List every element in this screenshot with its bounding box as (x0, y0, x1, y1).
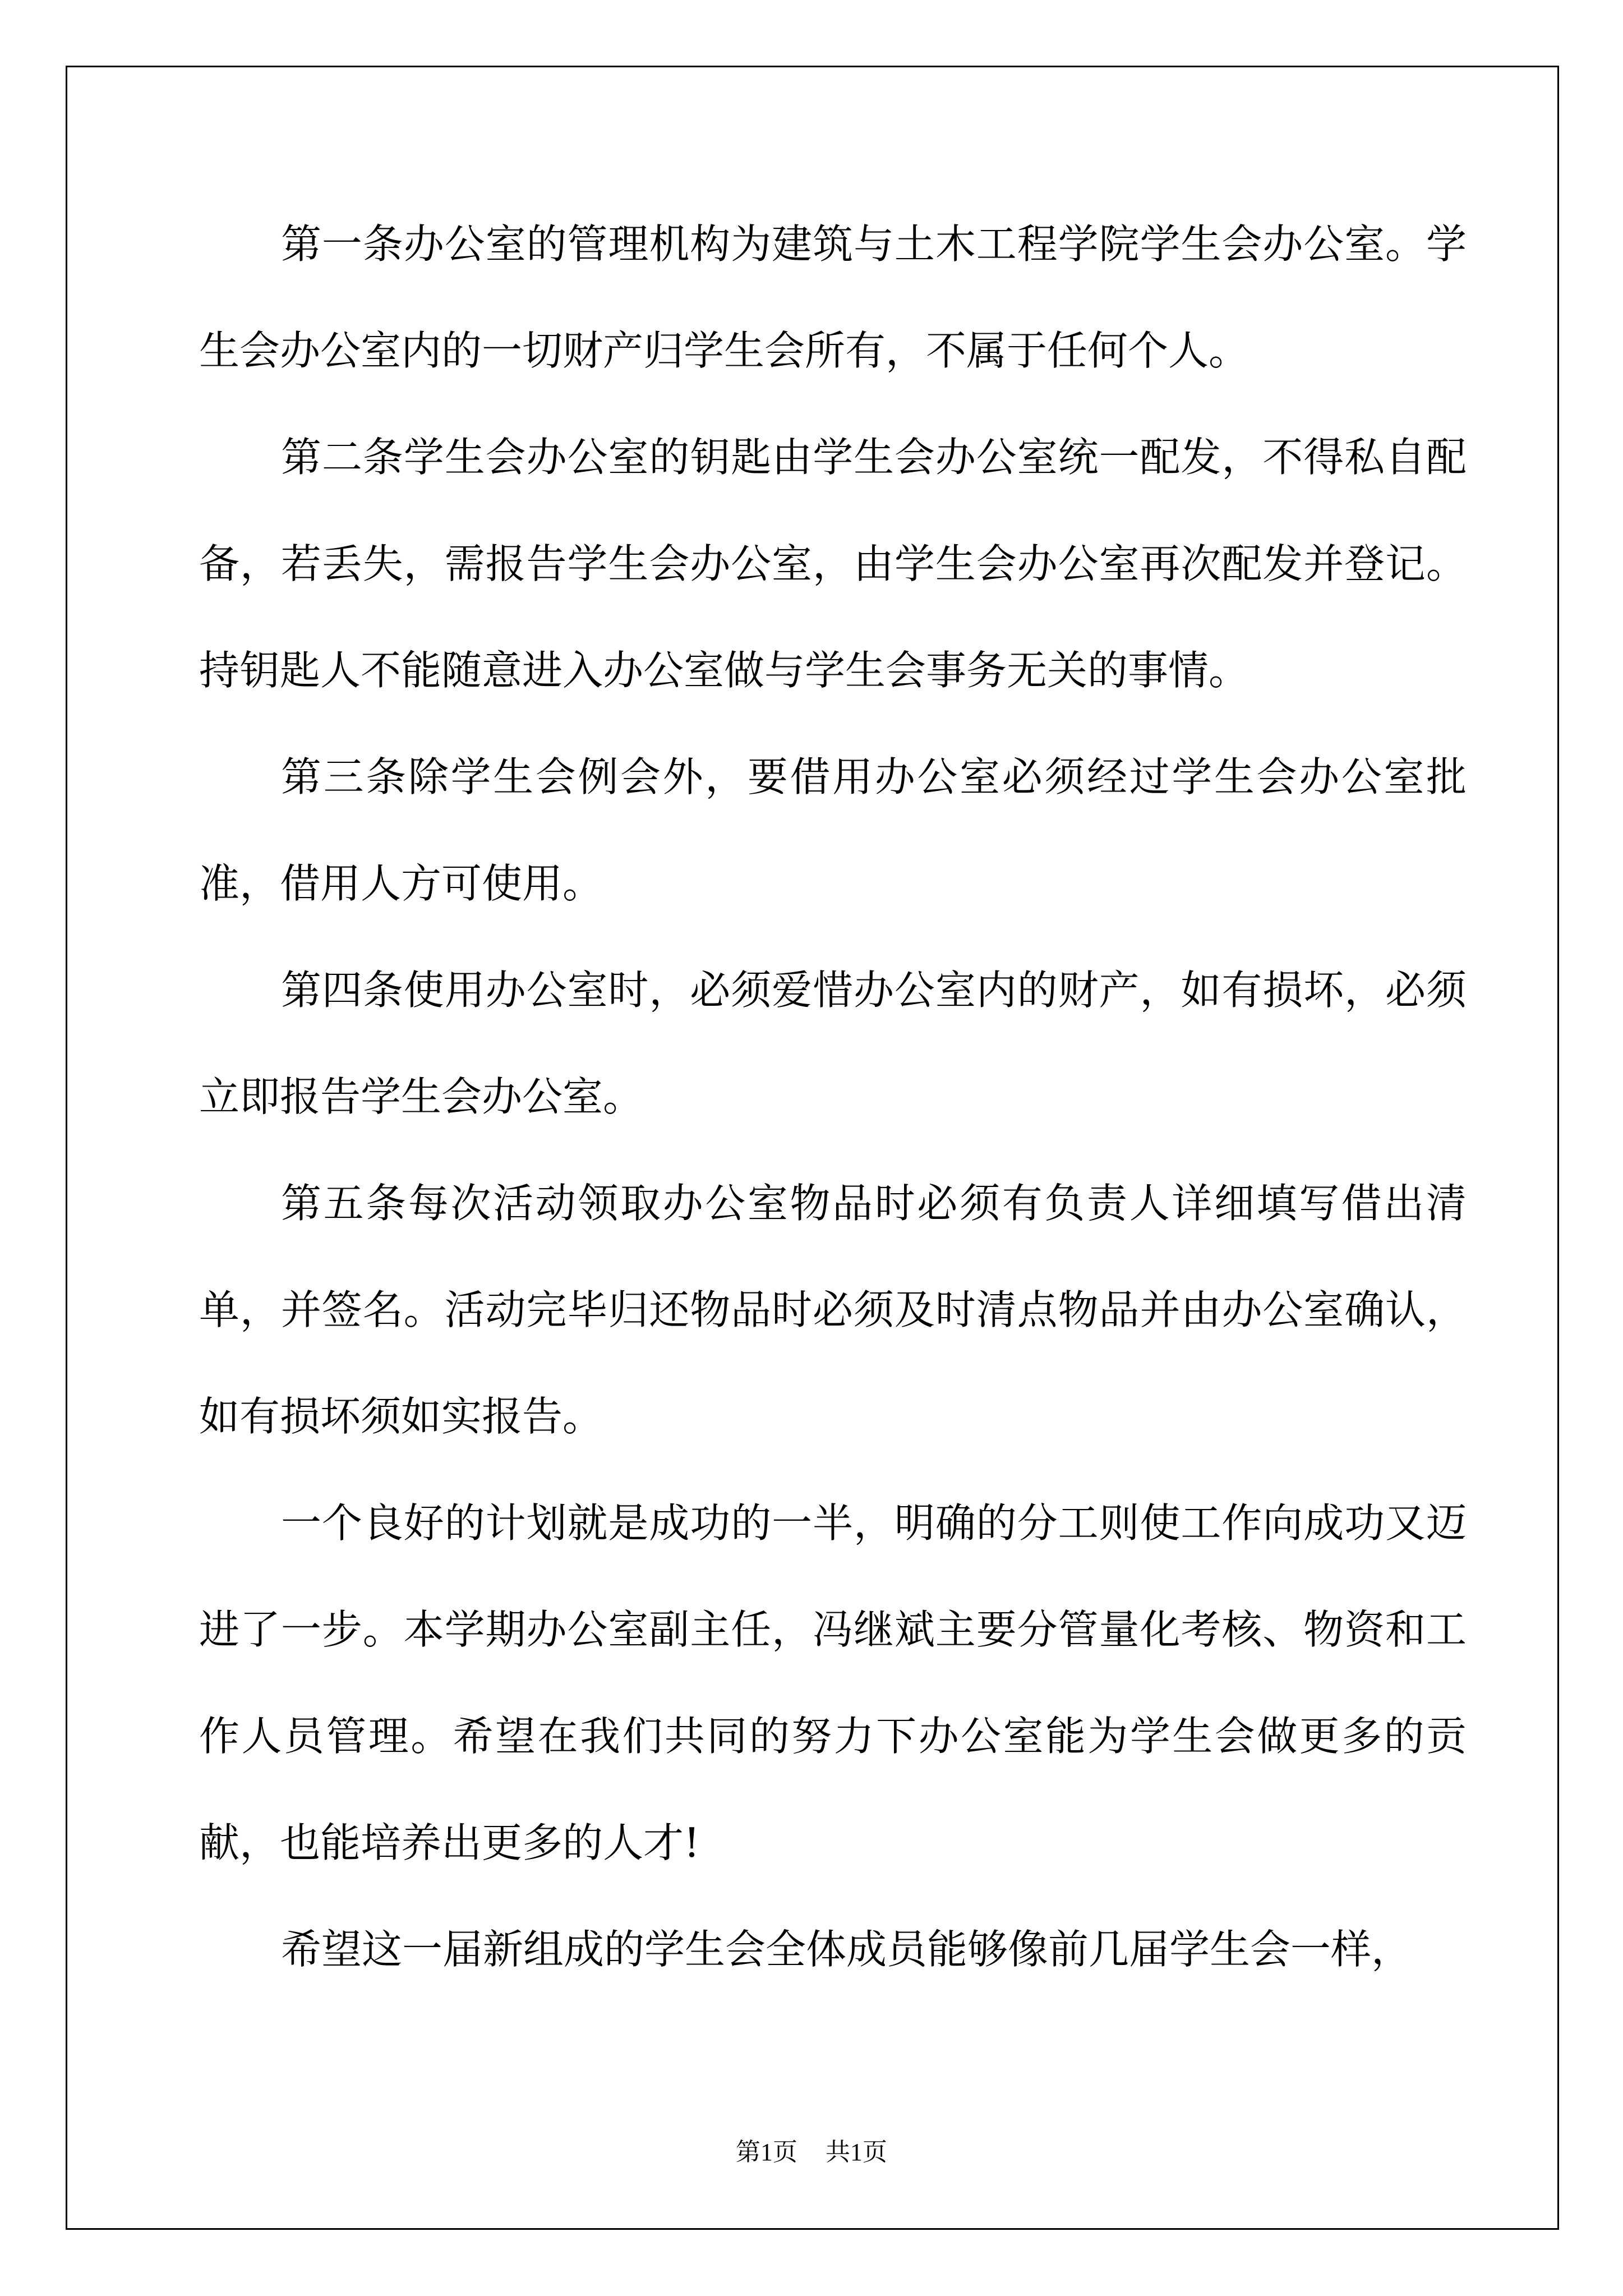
document-body (199, 191, 1467, 2003)
paragraph-6: 一个良好的计划就是成功的一半，明确的分工则使工作向成功又迈进了一步。本学期办公室副主任，冯继斌主要分管量化考核、物资和工作人员管理。希望在我们共同的努力下办公室能为学生会做更多的贡献，也能培养出更多的人才! (199, 1499, 1467, 1866)
paragraph-4: 第四条使用办公室时，必须爱惜办公室内的财产，如有损坏，必须立即报告学生会办公室。 (199, 967, 1467, 1120)
page-number: 第1页 (736, 2138, 797, 2166)
paragraph-5: 第五条每次活动领取办公室物品时必须有负责人详细填写借出清单，并签名。活动完毕归还物品时必须及时清点物品并由办公室确认，如有损坏须如实报告。 (199, 1180, 1467, 1440)
paragraph-1: 第一条办公室的管理机构为建筑与土木工程学院学生会办公室。学生会办公室内的一切财产归学生会所有，不属于任何个人。 (199, 220, 1467, 374)
paragraph-7: 希望这一届新组成的学生会全体成员能够像前几届学生会一样， (281, 1926, 1412, 1973)
paragraph-2: 第二条学生会办公室的钥匙由学生会办公室统一配发，不得私自配备，若丢失，需报告学生会办公室，由学生会办公室再次配发并登记。持钥匙人不能随意进入办公室做与学生会事务无关的事情。 (199, 434, 1467, 694)
page-total: 共1页 (826, 2138, 887, 2166)
page-footer (0, 2132, 1623, 2168)
paragraph-3: 第三条除学生会例会外，要借用办公室必须经过学生会办公室批准，借用人方可使用。 (199, 753, 1467, 907)
